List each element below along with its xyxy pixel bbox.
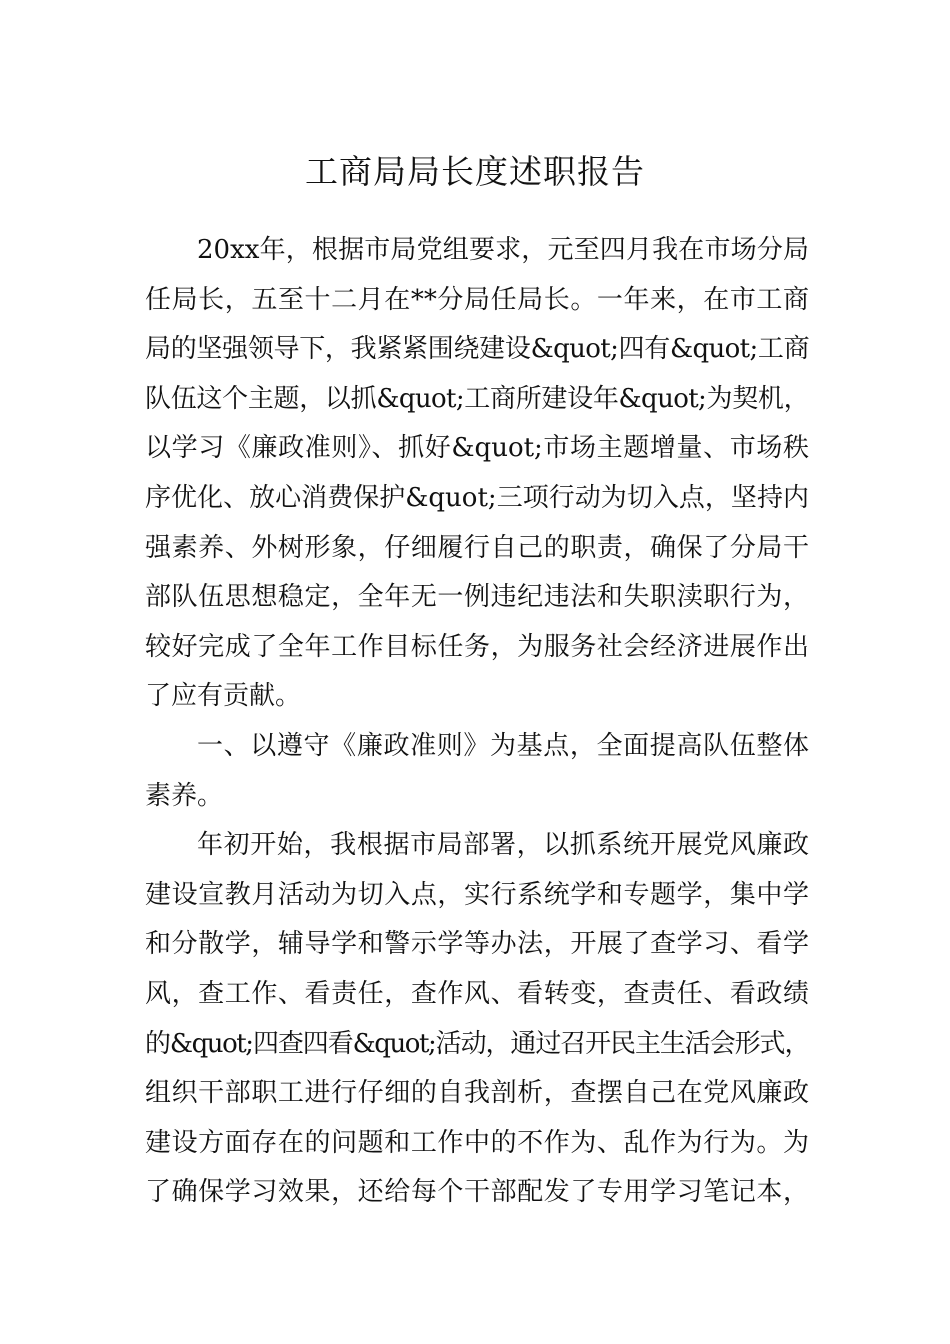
- text-line: 建设宣教月活动为切入点，实行系统学和专题学，集中学: [145, 879, 809, 910]
- text-line: 组织干部职工进行仔细的自我剖析，查摆自己在党风廉政: [145, 1078, 809, 1109]
- document-title: 工商局局长度述职报告: [305, 152, 645, 192]
- section-heading-line: 一、以遵守《廉政准则》为基点，全面提高队伍整体: [197, 730, 809, 761]
- document-body: [145, 226, 809, 1218]
- text-line: 较好完成了全年工作目标任务，为服务社会经济进展作出: [145, 631, 809, 662]
- text-line: 局的坚强领导下，我紧紧围绕建设&quot;四有&quot;工商: [145, 334, 809, 365]
- text-line: 建设方面存在的问题和工作中的不作为、乱作为行为。为: [145, 1127, 809, 1158]
- text-line: 任局长，五至十二月在**分局任局长。一年来，在市工商: [145, 284, 809, 315]
- text-line: 了应有贡献。: [145, 681, 302, 712]
- text-line: 年初开始，我根据市局部署，以抓系统开展党风廉政: [197, 830, 809, 861]
- section-heading-line: 素养。: [145, 780, 224, 811]
- text-line: 以学习《廉政准则》、抓好&quot;市场主题增量、市场秩: [145, 433, 809, 464]
- text-line: 队伍这个主题，以抓&quot;工商所建设年&quot;为契机，: [145, 383, 809, 414]
- text-line: 了确保学习效果，还给每个干部配发了专用学习笔记本，: [145, 1177, 809, 1208]
- text-line: 强素养、外树形象，仔细履行自己的职责，确保了分局干: [145, 532, 809, 563]
- text-line: 风，查工作、看责任，查作风、看转变，查责任、看政绩: [145, 978, 809, 1009]
- text-line: 和分散学，辅导学和警示学等办法，开展了查学习、看学: [145, 929, 809, 960]
- text-line: 20xx年，根据市局党组要求，元至四月我在市场分局: [197, 235, 809, 265]
- text-line: 的&quot;四查四看&quot;活动，通过召开民主生活会形式，: [145, 1028, 809, 1059]
- text-line: 序优化、放心消费保护&quot;三项行动为切入点，坚持内: [145, 482, 809, 513]
- text-line: 部队伍思想稳定，全年无一例违纪违法和失职渎职行为，: [145, 582, 809, 613]
